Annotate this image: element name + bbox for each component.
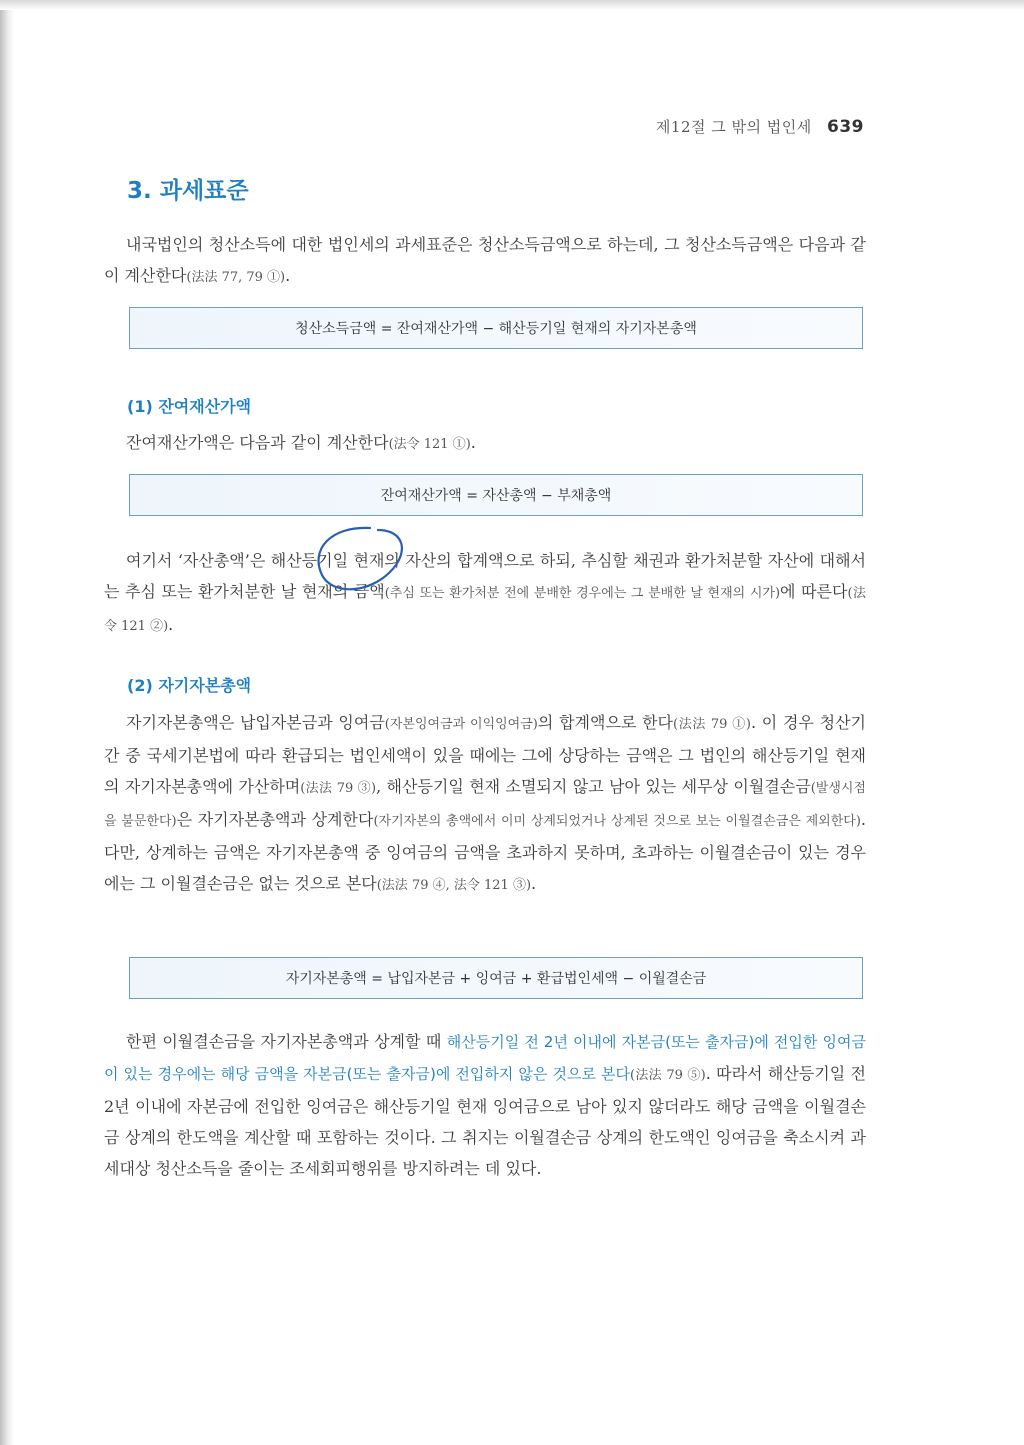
section-title: 3. 과세표준 <box>127 178 249 204</box>
parenthetical-note: (추심 또는 환가처분 전에 분배한 경우에는 그 분배한 날 현재의 시가) <box>384 586 781 601</box>
closing-paragraph: 한편 이월결손금을 자기자본총액과 상계할 때 해산등기일 전 2년 이내에 자본금(또는 출자금)에 전입한 잉여금이 있는 경우에는 해당 금액을 자본금(또는 출자금)에 전입하지 않은 것으로 본다(法法 79 ⑤). 따라서 해산등기일 전 2년 이내에 자본금에 전입한 잉여금은 해산등기일 현재 잉여금으로 남아 있지 않더라도 해당 금액을 이월결손금 상계의 한도액을 계산할 때 포함하는 것이다. 그 취지는 이월결손금 상계의 한도액인 잉여금을 축소시켜 과세대상 청산소득을 줄이는 조세회피행위를 방지하려는 데 있다. <box>104 1032 867 1178</box>
equity-paragraph: 자기자본총액은 납입자본금과 잉여금(자본잉여금과 이익잉여금)의 합계액으로 한다(法法 79 ①). 이 경우 청산기간 중 국세기본법에 따라 환급되는 법인세액이 있을 때에는 그에 상당하는 금액은 그 법인의 해산등기일 현재의 자기자본총액에 가산하며(法法 79 ③), 해산등기일 현재 소멸되지 않고 남아 있는 세무상 이월결손금(발생시점을 불문한다)은 자기자본총액과 상계한다(자기자본의 총액에서 이미 상계되었거나 상계된 것으로 보는 이월결손금은 제외한다). 다만, 상계하는 금액은 자기자본총액 중 잉여금의 금액을 초과하지 못하며, 초과하는 이월결손금이 있는 경우에는 그 이월결손금은 없는 것으로 본다(法法 79 ④, 法令 121 ③). <box>104 713 867 893</box>
formula-equity: 자기자본총액 = 납입자본금 + 잉여금 + 환급법인세액 − 이월결손금 <box>129 957 863 999</box>
highlighted-text: 해산등기일 전 2년 이내에 자본금(또는 출자금)에 전입한 잉여금이 있는 경우에는 해당 금액을 자본금(또는 출자금)에 전입하지 않은 것으로 본다 <box>104 1033 866 1083</box>
citation: (法令 121 ②) <box>104 586 866 634</box>
citation: (法法 79 ⑤) <box>629 1068 706 1083</box>
running-header <box>656 116 864 137</box>
formula-residual-assets: 잔여재산가액 = 자산총액 − 부채총액 <box>129 474 863 516</box>
residual-assets-line: 잔여재산가액은 다음과 같이 계산한다(法令 121 ①). <box>126 433 476 452</box>
formula-liquidation-income: 청산소득금액 = 잔여재산가액 − 해산등기일 현재의 자기자본총액 <box>129 307 863 349</box>
subsection-title-residual-assets: (1) 잔여재산가액 <box>127 397 252 416</box>
scan-shadow-left <box>0 0 14 1445</box>
total-assets-paragraph: 여기서 ‘자산총액’은 해산등기일 현재의 자산의 합계액으로 하되, 추심할 채권과 환가처분할 자산에 대해서는 추심 또는 환가처분한 날 현재의 금액(추심 또는 환가처분 전에 분배한 경우에는 그 분배한 날 현재의 시가)에 따른다(法令 121 ②). <box>104 551 866 634</box>
subsection-title-equity: (2) 자기자본총액 <box>127 676 252 695</box>
handwritten-circle-mark <box>300 520 420 600</box>
intro-paragraph: 내국법인의 청산소득에 대한 법인세의 과세표준은 청산소득금액으로 하는데, 그 청산소득금액은 다음과 같이 계산한다(法法 77, 79 ①). <box>104 235 866 285</box>
running-title: 제12절 그 밖의 법인세 <box>655 118 812 136</box>
scan-shadow-top <box>0 0 1024 10</box>
citation: (法法 77, 79 ①) <box>186 270 286 285</box>
citation: (法令 121 ①) <box>388 437 471 452</box>
page-number: 639 <box>827 117 864 137</box>
